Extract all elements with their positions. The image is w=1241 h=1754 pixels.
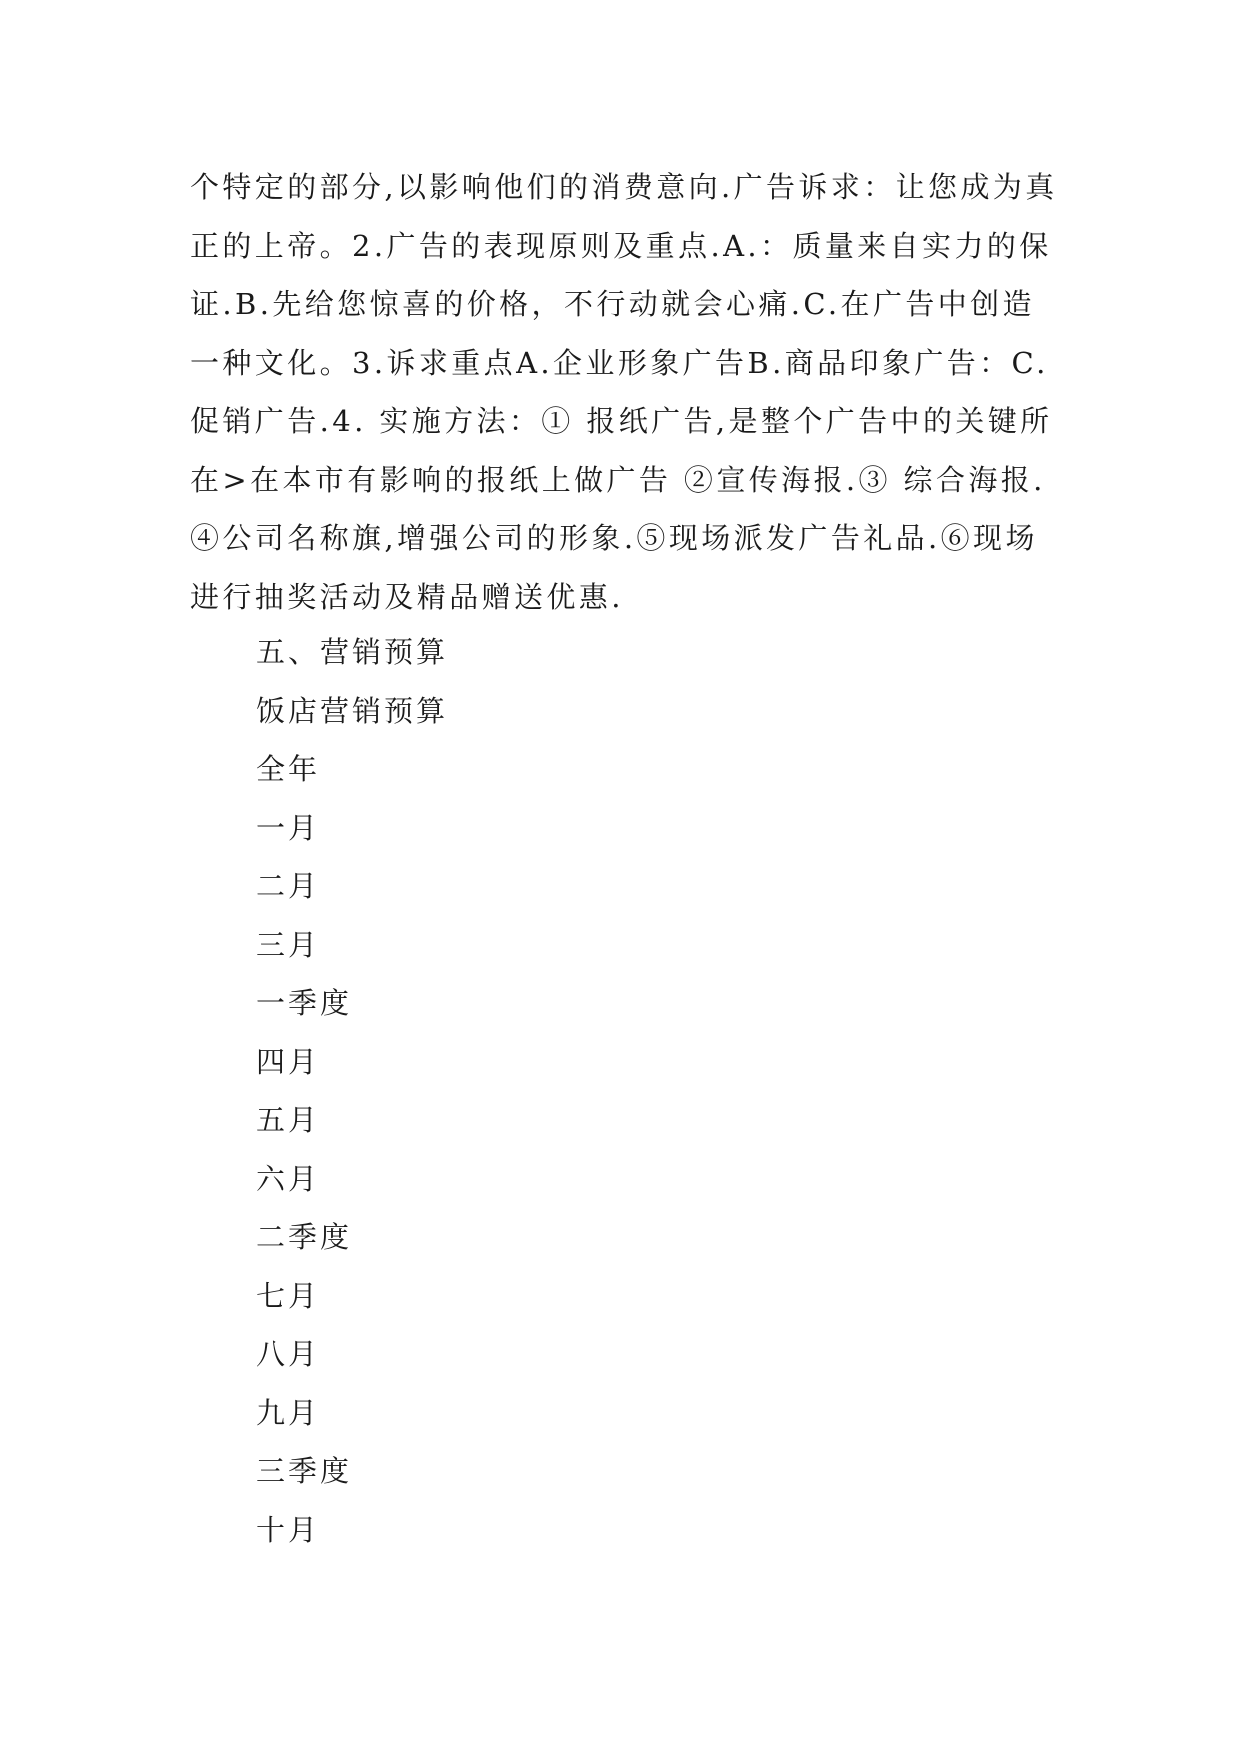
list-item: 二月 — [256, 869, 321, 903]
list-item: 六月 — [256, 1161, 321, 1196]
list-item: 一月 — [256, 810, 321, 845]
list-item: 四月 — [256, 1044, 321, 1079]
list-item: 九月 — [256, 1395, 321, 1430]
list-item: 三月 — [256, 927, 321, 962]
list-item: 八月 — [256, 1337, 321, 1371]
list-item: 二季度 — [256, 1220, 353, 1254]
list-item: 全年 — [256, 752, 321, 786]
list-item: 一季度 — [256, 986, 353, 1020]
body-paragraph: 个特定的部分,以影响他们的消费意向.广告诉求：让您成为真正的上帝。2.广告的表现原则及重点.A.：质量来自实力的保证.B.先给您惊喜的价格，不行动就会心痛.C.在广告中创造一种文化。3.诉求重点A.企业形象广告B.商品印象广告：C. 促销广告.4. 实施方法：① 报纸广告,是整个广告中的关键所在>在本市有影响的报纸上做广告 ②宣传海报.③ 综合海报.④公司名称旗,增强公司的形象.⑤现场派发广告礼品.⑥现场进行抽奖活动及精品赠送优惠. — [190, 170, 1058, 614]
section-heading: 五、营销预算 — [256, 635, 449, 669]
list-item: 三季度 — [256, 1454, 353, 1488]
list-item: 七月 — [256, 1278, 321, 1313]
budget-item-list — [256, 623, 448, 1559]
list-item: 饭店营销预算 — [256, 693, 449, 728]
list-item: 五月 — [256, 1103, 321, 1137]
list-item: 十月 — [256, 1512, 321, 1547]
